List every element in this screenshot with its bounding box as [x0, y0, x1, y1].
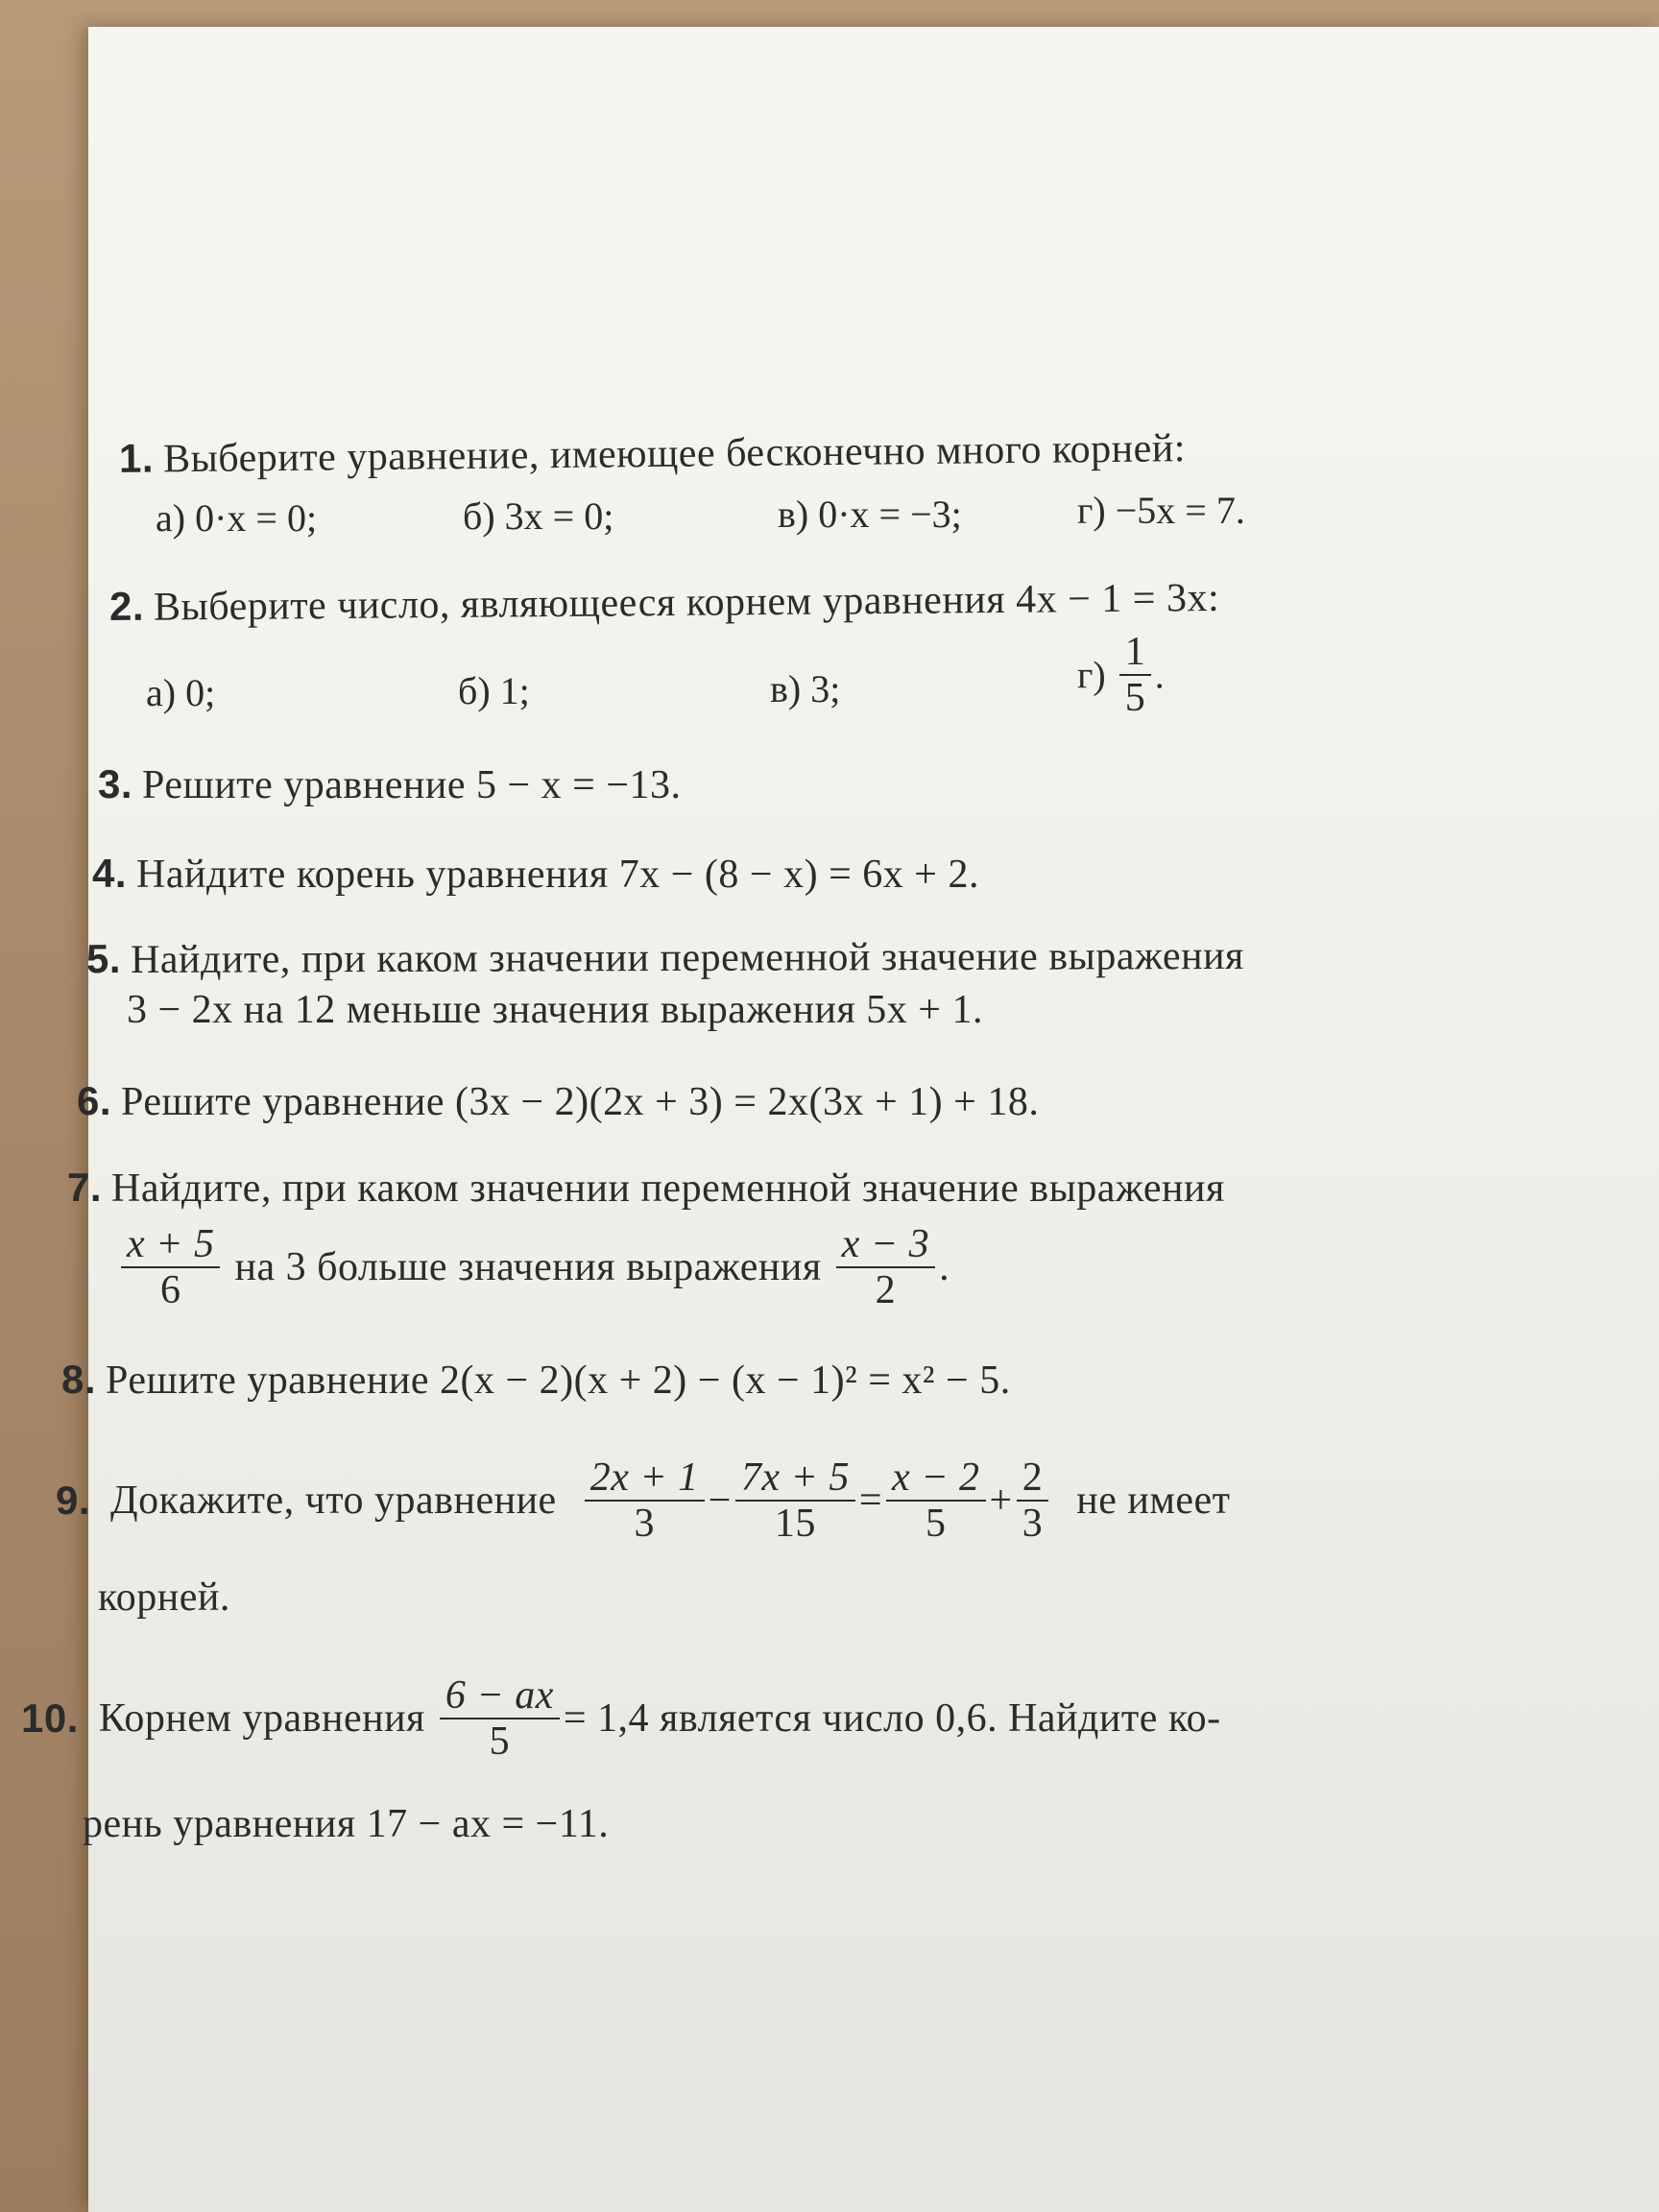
- q2-option-d: [1077, 630, 1165, 720]
- fraction-x-plus-5-over-6: [121, 1222, 220, 1312]
- fraction-denominator: 2: [875, 1268, 897, 1313]
- fraction-6-minus-ax-over-5: [440, 1673, 560, 1764]
- fraction-denominator: 5: [926, 1502, 947, 1547]
- question-text-line-1: Найдите, при каком значении переменной значение выражения: [130, 933, 1244, 982]
- worksheet-paper: [21, 27, 1659, 2212]
- question-text-middle: = 1,4 является число 0,6. Найдите ко-: [563, 1696, 1221, 1742]
- fraction-x-minus-2-over-5: [886, 1455, 985, 1546]
- q2-option-c: в) 3;: [770, 667, 841, 710]
- question-4: [92, 851, 979, 898]
- question-number: 4.: [92, 851, 128, 896]
- operator-equals: =: [858, 1479, 883, 1524]
- question-number: 5.: [85, 935, 122, 982]
- q2-option-b: б) 1;: [458, 669, 530, 712]
- fraction-denominator: 15: [774, 1502, 816, 1547]
- question-10: [21, 1673, 1221, 1764]
- q1-option-c: в) 0·x = −3;: [778, 493, 962, 536]
- q2-option-a: а) 0;: [146, 671, 216, 714]
- fraction-x-minus-3-over-2: [836, 1222, 935, 1312]
- question-7-line-2: [117, 1222, 950, 1312]
- fraction-numerator: 1: [1119, 630, 1151, 676]
- question-number: 8.: [61, 1357, 97, 1402]
- fraction-7x-plus-5-over-15: [735, 1455, 855, 1546]
- fraction-one-fifth: [1119, 630, 1151, 720]
- question-text: Выберите число, являющееся корнем уравнения 4x − 1 = 3x:: [153, 575, 1220, 630]
- option-label: г): [1077, 653, 1106, 697]
- fraction-numerator: 6 − ax: [440, 1673, 560, 1719]
- question-text-line-1: Найдите, при каком значении переменной значение выражения: [111, 1166, 1225, 1211]
- question-2: [109, 574, 1220, 631]
- fraction-numerator: x − 3: [836, 1222, 935, 1268]
- fraction-tail: .: [1154, 653, 1165, 697]
- q1-option-b: б) 3x = 0;: [463, 494, 614, 538]
- fraction-2-over-3: [1017, 1455, 1049, 1546]
- question-5: [86, 932, 1244, 983]
- question-text: Выберите уравнение, имеющее бесконечно много корней:: [162, 426, 1187, 482]
- q1-option-a: а) 0·x = 0;: [156, 496, 318, 540]
- fraction-numerator: 7x + 5: [735, 1455, 855, 1502]
- question-number: 7.: [67, 1165, 103, 1210]
- question-3: [98, 761, 682, 808]
- question-7: [67, 1165, 1225, 1212]
- question-text-middle: на 3 больше значения выражения: [234, 1245, 822, 1290]
- operator-plus: +: [989, 1479, 1013, 1524]
- question-number: 6.: [77, 1078, 112, 1123]
- fraction-numerator: 2: [1017, 1455, 1049, 1502]
- question-number: 9.: [56, 1478, 91, 1524]
- question-6: [77, 1078, 1039, 1125]
- fraction-denominator: 6: [159, 1268, 181, 1313]
- question-text: Решите уравнение 2(x − 2)(x + 2) − (x − 1)² = x² − 5.: [106, 1358, 1011, 1403]
- fraction-numerator: 2x + 1: [585, 1455, 705, 1502]
- question-text-lead: Корнем уравнения: [98, 1696, 425, 1742]
- question-9-line-2: корней.: [98, 1575, 230, 1620]
- question-5-line-2: 3 − 2x на 12 меньше значения выражения 5x + 1.: [127, 988, 983, 1032]
- fraction-denominator: 5: [489, 1719, 511, 1765]
- fraction-denominator: 5: [1124, 676, 1145, 721]
- sentence-end: .: [939, 1245, 950, 1290]
- operator-minus: −: [708, 1479, 732, 1524]
- question-9: [56, 1455, 1231, 1546]
- question-1: [119, 424, 1186, 483]
- question-number: 10.: [21, 1695, 79, 1742]
- fraction-numerator: x + 5: [121, 1222, 220, 1268]
- q1-option-d: г) −5x = 7.: [1077, 489, 1245, 532]
- question-text: Решите уравнение 5 − x = −13.: [142, 763, 682, 807]
- fraction-numerator: x − 2: [886, 1455, 985, 1502]
- question-number: 1.: [118, 435, 155, 481]
- question-text: Решите уравнение (3x − 2)(2x + 3) = 2x(3x + 1) + 18.: [121, 1080, 1040, 1124]
- question-10-line-2: рень уравнения 17 − ax = −11.: [83, 1802, 610, 1846]
- question-text-lead: Докажите, что уравнение: [110, 1479, 557, 1524]
- fraction-2x-plus-1-over-3: [585, 1455, 705, 1546]
- question-text: Найдите корень уравнения 7x − (8 − x) = 6x + 2.: [136, 853, 979, 897]
- question-8: [61, 1357, 1011, 1404]
- fraction-denominator: 3: [1022, 1502, 1044, 1547]
- question-number: 2.: [108, 583, 145, 630]
- question-text-tail: не имеет: [1076, 1479, 1231, 1524]
- question-number: 3.: [98, 761, 133, 806]
- fraction-denominator: 3: [634, 1502, 655, 1547]
